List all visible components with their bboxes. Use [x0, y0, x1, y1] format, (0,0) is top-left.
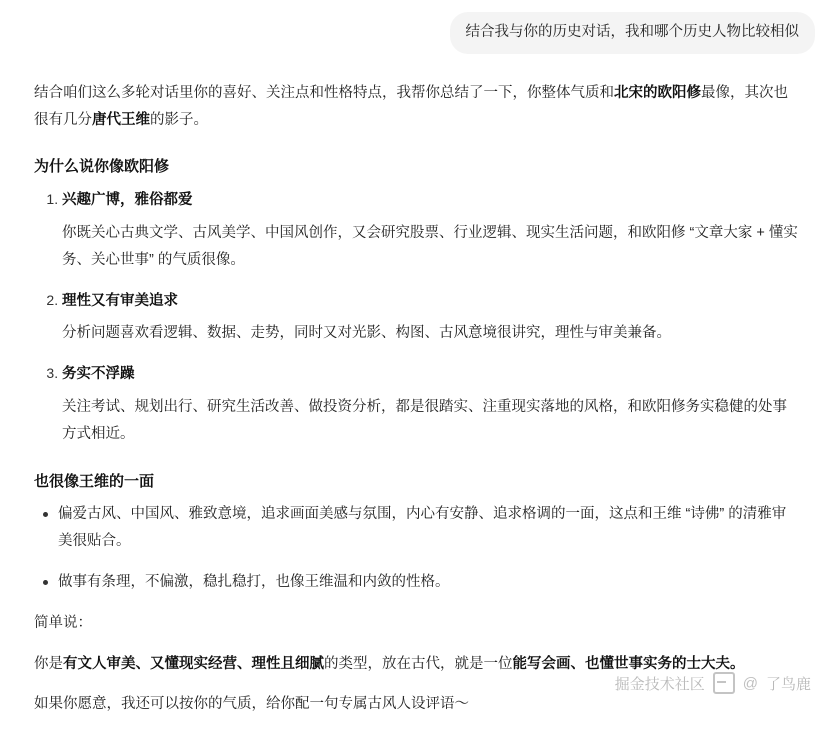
wangwei-list [34, 501, 799, 595]
intro-paragraph [34, 80, 799, 134]
user-message-bubble: 结合我与你的历史对话，我和哪个历史人物比较相似 [450, 12, 816, 54]
list-item [62, 288, 799, 348]
closing-paragraph: 如果你愿意，我还可以按你的气质，给你配一句专属古风人设评语～ [34, 696, 469, 713]
summary-label: 简单说： [34, 614, 92, 631]
list-item-title: 兴趣广博，雅俗都爱 [62, 192, 193, 209]
watermark-logo-icon [713, 672, 735, 694]
watermark-user: 了鸟鹿 [765, 675, 811, 693]
user-message-row [0, 0, 829, 54]
intro-bold-ouyangxiu: 北宋的欧阳修 [614, 84, 701, 101]
section-heading-ouyangxiu: 为什么说你像欧阳修 [34, 158, 170, 176]
intro-text-1: 结合咱们这么多轮对话里你的喜好、关注点和性格特点，我帮你总结了一下，你整体气质和 [34, 84, 614, 101]
list-item-body: 关注考试、规划出行、研究生活改善、做投资分析，都是很踏实、注重现实落地的风格，和欧阳修务实稳健的处事方式相近。 [62, 399, 787, 442]
watermark-at-symbol: @ [742, 674, 758, 692]
watermark [615, 672, 811, 694]
intro-bold-wangwei: 唐代王维 [92, 111, 150, 128]
section-heading-wangwei: 也很像王维的一面 [34, 472, 155, 490]
assistant-message [0, 54, 829, 719]
list-item-title: 理性又有审美追求 [62, 292, 178, 309]
list-item-body: 分析问题喜欢看逻辑、数据、走势，同时又对光影、构图、古风意境很讲究，理性与审美兼备。 [62, 325, 671, 342]
summary-bold-1: 有文人审美、又懂现实经营、理性且细腻 [63, 655, 324, 672]
list-item [62, 361, 799, 447]
watermark-brand: 掘金技术社区 [614, 675, 705, 693]
list-item-title: 务实不浮躁 [62, 366, 135, 383]
summary-text-1: 你是 [34, 655, 63, 672]
reasons-list [34, 187, 799, 448]
intro-text-3: 的影子。 [150, 111, 208, 128]
list-item [62, 187, 799, 273]
intro-text-2: 最像，其次也很有几分 [34, 84, 788, 128]
list-item: 偏爱古风、中国风、雅致意境，追求画面美感与氛围，内心有安静、追求格调的一面，这点和王维 “诗佛” 的清雅审美很贴合。 [58, 501, 799, 555]
list-item: 做事有条理，不偏激，稳扎稳打，也像王维温和内敛的性格。 [58, 569, 799, 596]
summary-bold-2: 能写会画、也懂世事实务的士大夫。 [512, 655, 745, 672]
list-item-body: 你既关心古典文学、古风美学、中国风创作，又会研究股票、行业逻辑、现实生活问题，和欧阳修 “文章大家 + 懂实务、关心世事” 的气质很像。 [62, 224, 798, 268]
summary-text-2: 的类型，放在古代，就是一位 [324, 655, 513, 672]
